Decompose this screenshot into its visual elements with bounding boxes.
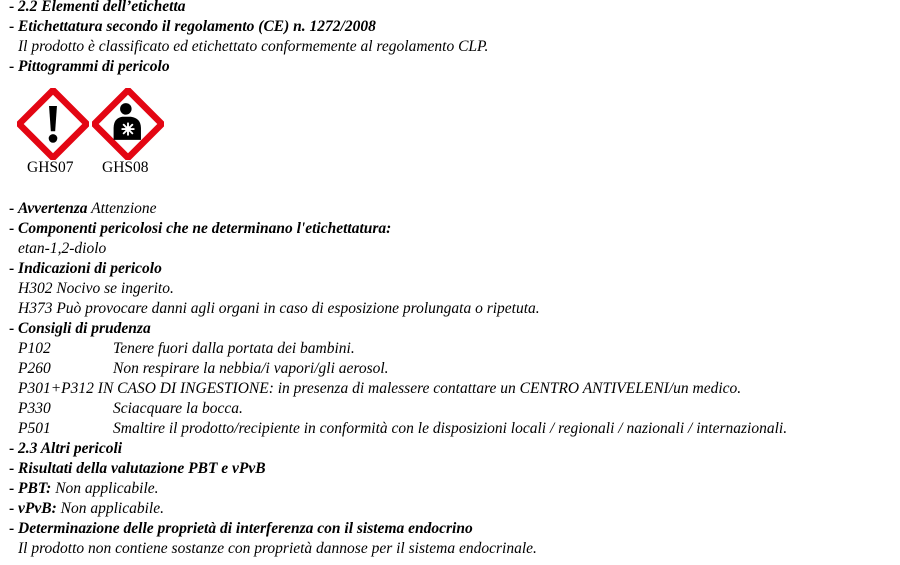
statement-code: P501 (18, 420, 51, 437)
precautionary-statement-p301-p312 (18, 380, 741, 398)
signal-word-line: - Avvertenza Attenzione (9, 200, 157, 217)
precautionary-statement-p501 (18, 420, 787, 438)
precautionary-statement-p260 (18, 360, 389, 378)
hazard-statement-h302: H302 Nocivo se ingerito. (18, 280, 174, 297)
endocrine-title: Determinazione delle proprietà di interferenza con il sistema endocrino (18, 520, 473, 537)
exclamation-mark-icon (17, 88, 89, 160)
statement-code: P260 (18, 360, 51, 377)
pbt-results-heading: - Risultati della valutazione PBT e vPvB (9, 460, 266, 477)
vpvb-value: Non applicabile. (56, 500, 164, 517)
health-hazard-icon (92, 88, 164, 160)
pbt-results-title: Risultati della valutazione PBT e vPvB (18, 460, 266, 477)
statement-code: P301+P312 (18, 380, 94, 397)
statement-text: Non respirare la nebbia/i vapori/gli aerosol. (113, 360, 389, 377)
statement-code: P330 (18, 400, 51, 417)
section-2-2-title: 2.2 Elementi dell’etichetta (18, 0, 186, 15)
precautionary-statement-p102 (18, 340, 355, 358)
statement-text: IN CASO DI INGESTIONE: in presenza di malessere contattare un CENTRO ANTIVELENI/un medico. (93, 380, 742, 397)
section-2-3-heading: - 2.3 Altri pericoli (9, 440, 123, 457)
hazardous-component-item: etan-1,2-diolo (18, 240, 107, 257)
hazard-statements-title: Indicazioni di pericolo (18, 260, 162, 277)
hazard-statement-h373: H373 Può provocare danni agli organi in caso di esposizione prolungata o ripetuta. (18, 300, 540, 317)
ghs08-label: GHS08 (102, 159, 149, 176)
precautionary-statements-heading: - Consigli di prudenza (9, 320, 151, 337)
ghs07-label: GHS07 (27, 159, 74, 176)
statement-text: Tenere fuori dalla portata dei bambini. (113, 340, 355, 357)
endocrine-text: Il prodotto non contiene sostanze con proprietà dannose per il sistema endocrinale. (18, 540, 537, 557)
section-2-2-heading: - 2.2 Elementi dell’etichetta (9, 0, 186, 15)
pbt-value: Non applicabile. (51, 480, 159, 497)
section-2-3-title: 2.3 Altri pericoli (18, 440, 123, 457)
statement-text: Sciacquare la bocca. (113, 400, 243, 417)
hazardous-components-heading: - Componenti pericolosi che ne determinano l'etichettatura: (9, 220, 392, 237)
precautionary-statement-p330 (18, 400, 243, 418)
labelling-text: Il prodotto è classificato ed etichettato conformemente al regolamento CLP. (18, 38, 489, 55)
signal-word-title: Avvertenza (18, 200, 88, 217)
pbt-title: PBT: (18, 480, 52, 497)
hazardous-components-title: Componenti pericolosi che ne determinano l'etichettatura: (18, 220, 392, 237)
pbt-line: - PBT: Non applicabile. (9, 480, 159, 497)
pictograms-title: Pittogrammi di pericolo (18, 58, 170, 75)
labelling-title: Etichettatura secondo il regolamento (CE) n. 1272/2008 (18, 18, 376, 35)
statement-code: P102 (18, 340, 51, 357)
precautionary-statements-title: Consigli di prudenza (18, 320, 151, 337)
labelling-heading: - Etichettatura secondo il regolamento (CE) n. 1272/2008 (9, 18, 376, 35)
hazard-statements-heading: - Indicazioni di pericolo (9, 260, 162, 277)
signal-word-value: Attenzione (87, 200, 157, 217)
pictograms-heading: - Pittogrammi di pericolo (9, 58, 170, 75)
vpvb-line: - vPvB: Non applicabile. (9, 500, 164, 517)
vpvb-title: vPvB: (18, 500, 57, 517)
statement-text: Smaltire il prodotto/recipiente in conformità con le disposizioni locali / regionali / nazionali / internazionali. (113, 420, 788, 437)
endocrine-heading: - Determinazione delle proprietà di interferenza con il sistema endocrino (9, 520, 473, 537)
